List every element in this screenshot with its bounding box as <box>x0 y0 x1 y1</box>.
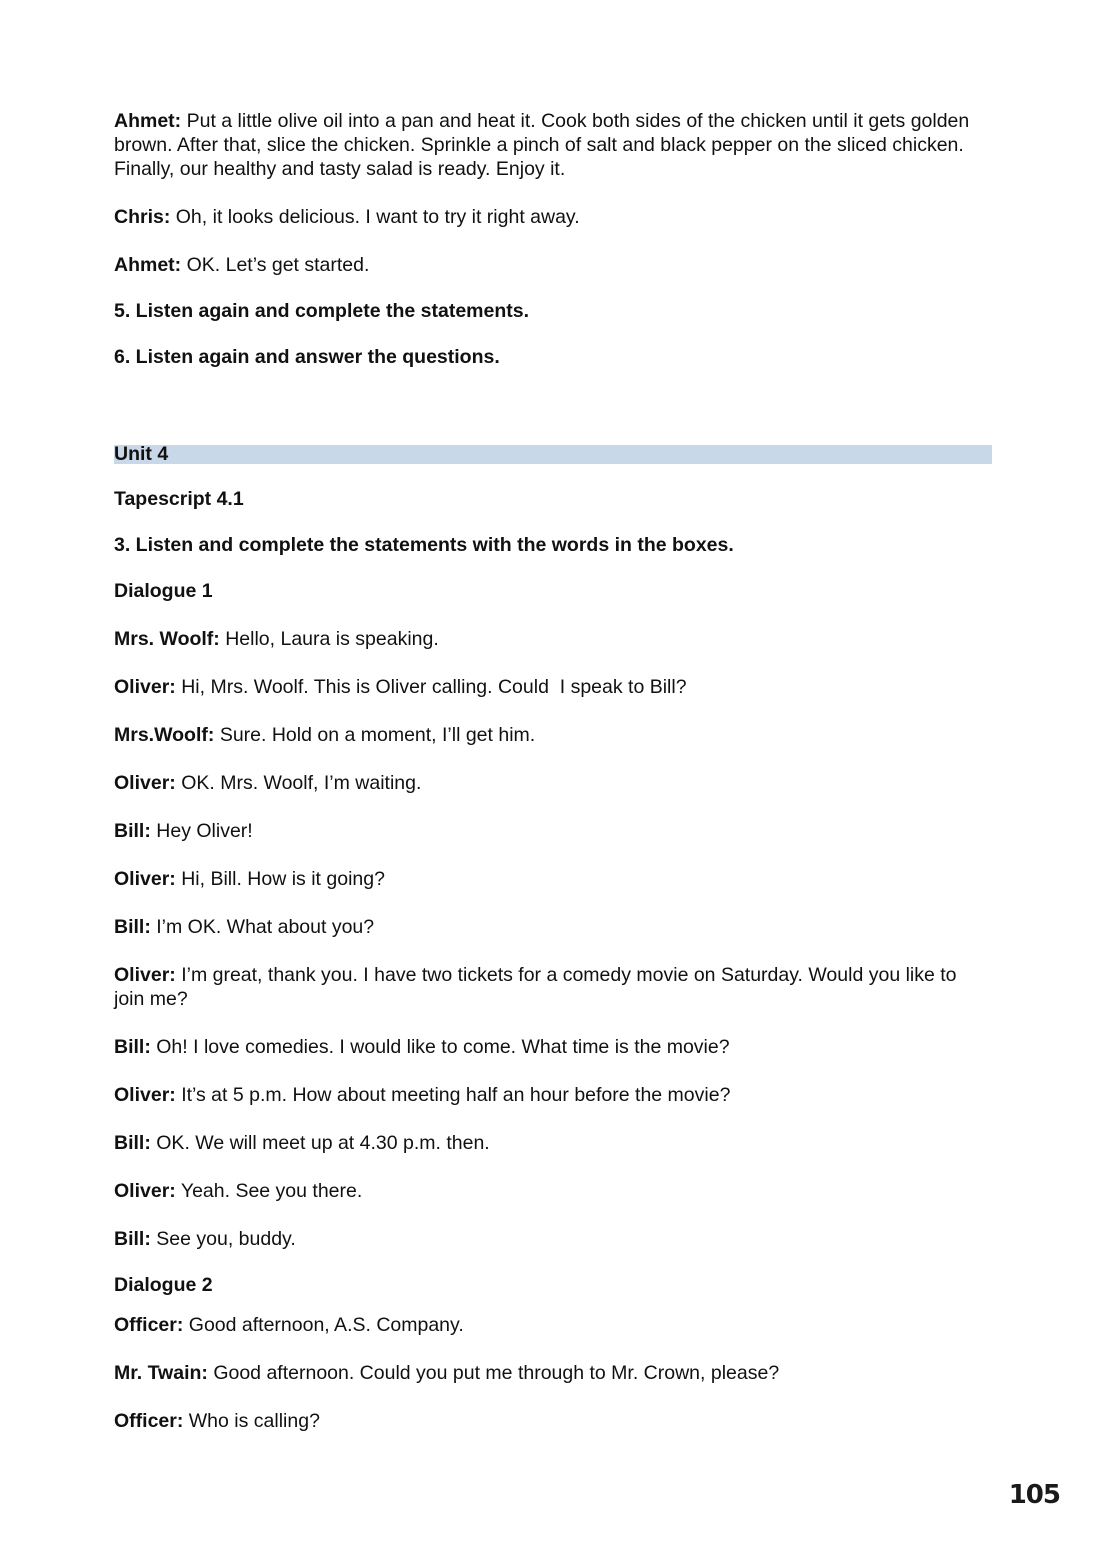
dialogue-line <box>114 109 992 181</box>
unit-heading: Unit 4 <box>114 445 992 464</box>
instruction-task3: 3. Listen and complete the statements with the words in the boxes. <box>114 534 734 556</box>
dialogue-line <box>114 1083 992 1107</box>
line-text: Hi, Mrs. Woolf. This is Oliver calling. Could I speak to Bill? <box>181 676 687 698</box>
dialogue-line <box>114 627 992 651</box>
dialogue-line <box>114 915 992 939</box>
speaker-name: Bill: <box>114 1132 151 1154</box>
line-text: Sure. Hold on a moment, I’ll get him. <box>219 724 536 746</box>
dialogue-line <box>114 1409 992 1433</box>
line-text: Hey Oliver! <box>156 820 253 842</box>
speaker-name: Oliver: <box>114 676 176 698</box>
line-text: OK. Let’s get started. <box>186 254 370 276</box>
speaker-name: Bill: <box>114 916 151 938</box>
line-text: I’m great, thank you. I have two tickets for a comedy movie on Saturday. Would you like to join me? <box>114 964 957 1010</box>
dialogue-line <box>114 1313 992 1337</box>
line-text: I’m OK. What about you? <box>156 916 375 938</box>
speaker-name: Ahmet: <box>114 110 182 132</box>
dialogue-heading: Dialogue 2 <box>114 1274 213 1296</box>
line-text: Oh! I love comedies. I would like to come. What time is the movie? <box>156 1036 730 1058</box>
line-text: OK. We will meet up at 4.30 p.m. then. <box>156 1132 490 1154</box>
dialogue-line <box>114 1035 992 1059</box>
line-text: Who is calling? <box>188 1410 320 1432</box>
dialogue-line <box>114 1179 992 1203</box>
dialogue-line <box>114 253 992 277</box>
speaker-name: Oliver: <box>114 1180 176 1202</box>
dialogue-line <box>114 867 992 891</box>
line-text: Good afternoon. Could you put me through to Mr. Crown, please? <box>213 1362 780 1384</box>
dialogue-line <box>114 675 992 699</box>
speaker-name: Chris: <box>114 206 171 228</box>
speaker-name: Oliver: <box>114 1084 176 1106</box>
dialogue-line <box>114 1131 992 1155</box>
dialogue-line <box>114 963 992 1011</box>
line-text: OK. Mrs. Woolf, I’m waiting. <box>181 772 422 794</box>
line-text: See you, buddy. <box>156 1228 296 1250</box>
dialogue-line <box>114 771 992 795</box>
speaker-name: Mrs.Woolf: <box>114 724 215 746</box>
line-text: Hello, Laura is speaking. <box>225 628 439 650</box>
page-number: 105 <box>1008 1480 1060 1510</box>
speaker-name: Mr. Twain: <box>114 1362 208 1384</box>
line-text: Hi, Bill. How is it going? <box>181 868 385 890</box>
speaker-name: Bill: <box>114 820 151 842</box>
line-text: Good afternoon, A.S. Company. <box>188 1314 464 1336</box>
speaker-name: Ahmet: <box>114 254 182 276</box>
speaker-name: Mrs. Woolf: <box>114 628 220 650</box>
dialogue-line <box>114 1227 992 1251</box>
line-text: Put a little olive oil into a pan and heat it. Cook both sides of the chicken until it gets golden brown. After that, slice the chicken. Sprinkle a pinch of salt and black pepper on the sliced chicken. Finally, our healthy and tasty salad is ready. Enjoy it. <box>114 110 970 180</box>
dialogue-line <box>114 1361 992 1385</box>
speaker-name: Officer: <box>114 1314 184 1336</box>
speaker-name: Bill: <box>114 1228 151 1250</box>
speaker-name: Bill: <box>114 1036 151 1058</box>
speaker-name: Oliver: <box>114 772 176 794</box>
speaker-name: Oliver: <box>114 964 176 986</box>
speaker-name: Officer: <box>114 1410 184 1432</box>
line-text: It’s at 5 p.m. How about meeting half an hour before the movie? <box>181 1084 731 1106</box>
speaker-name: Oliver: <box>114 868 176 890</box>
line-text: Yeah. See you there. <box>180 1180 363 1202</box>
line-text: Oh, it looks delicious. I want to try it right away. <box>175 206 580 228</box>
instruction-task6: 6. Listen again and answer the questions. <box>114 346 500 368</box>
dialogue-line <box>114 205 992 229</box>
instruction-task5: 5. Listen again and complete the statements. <box>114 300 530 322</box>
dialogue-heading: Dialogue 1 <box>114 580 213 602</box>
dialogue-line <box>114 723 992 747</box>
tapescript-heading: Tapescript 4.1 <box>114 488 244 510</box>
dialogue-line <box>114 819 992 843</box>
